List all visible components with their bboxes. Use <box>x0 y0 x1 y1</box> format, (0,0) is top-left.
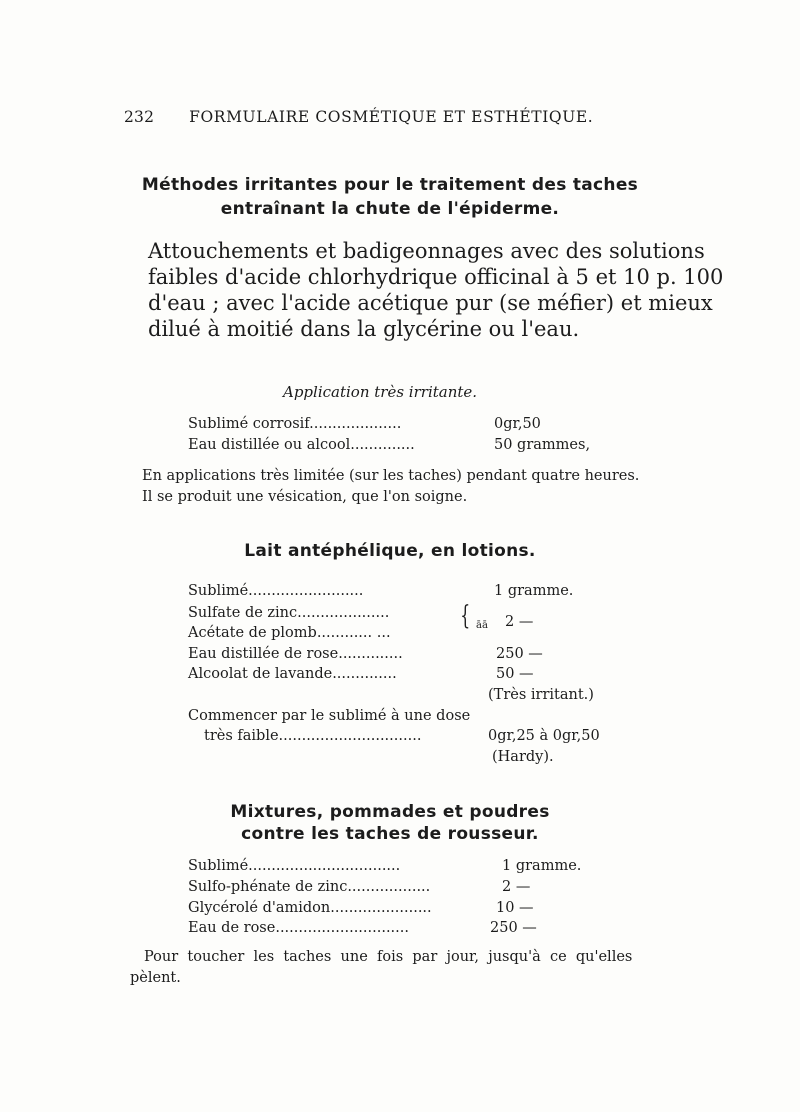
ingredient-amount: 0gr,50 <box>494 416 541 432</box>
closing-line: Pour toucher les taches une fois par jour, jusqu'à ce qu'elles <box>144 949 633 965</box>
ingredient-amount: 2 — <box>502 879 531 895</box>
formula-row <box>188 437 415 453</box>
instruction-amount: 0gr,25 à 0gr,50 <box>488 728 600 744</box>
ingredient-name: Glycérolé d'amidon...................... <box>188 900 432 916</box>
formula-row <box>188 416 401 432</box>
section3-title-line2: contre les taches de rousseur. <box>241 824 539 844</box>
formula-row <box>188 583 363 599</box>
section2-note: (Très irritant.) <box>488 687 594 703</box>
instruction-line: Commencer par le sublimé à une dose <box>188 708 471 724</box>
ingredient-name: Eau de rose............................. <box>188 920 409 936</box>
page-number: 232 <box>124 108 155 126</box>
ingredient-amount: 10 — <box>496 900 534 916</box>
formula-row <box>188 646 403 662</box>
ingredient-amount: 250 — <box>496 646 543 662</box>
ingredient-name: Eau distillée de rose.............. <box>188 646 403 662</box>
formula-row <box>188 858 400 874</box>
ingredient-name: Sublimé......................... <box>188 583 364 599</box>
instruction-line: très faible............................... <box>204 728 422 744</box>
ingredient-name: Sublimé................................. <box>188 858 401 874</box>
section1-note-line: Il se produit une vésication, que l'on soigne. <box>142 489 468 505</box>
brace-icon: { <box>460 601 471 631</box>
formula-row <box>188 666 397 682</box>
section1-subtitle: Application très irritante. <box>283 383 478 401</box>
ingredient-name: Acétate de plomb............ ... <box>188 625 391 641</box>
ingredient-name: Sublimé corrosif.................... <box>188 416 402 432</box>
ingredient-amount: 250 — <box>490 920 537 936</box>
section2-title: Lait antéphélique, en lotions. <box>244 541 536 561</box>
formula-row <box>188 920 409 936</box>
ingredient-amount: 50 grammes, <box>494 437 591 453</box>
ingredient-name: Alcoolat de lavande.............. <box>188 666 397 682</box>
brace-mark: āā <box>476 620 488 631</box>
lead-paragraph-line: Attouchements et badigeonnages avec des solutions <box>148 239 705 263</box>
ingredient-amount: 50 — <box>496 666 534 682</box>
closing-line: pèlent. <box>130 970 181 986</box>
lead-paragraph-line: dilué à moitié dans la glycérine ou l'eau. <box>148 317 580 341</box>
formula-row <box>188 605 389 621</box>
section1-title-line1: Méthodes irritantes pour le traitement des taches <box>141 175 639 195</box>
formula-row <box>188 879 430 895</box>
ingredient-amount: 1 gramme. <box>494 583 574 599</box>
section1-title-line2: entraînant la chute de l'épiderme. <box>220 199 560 219</box>
running-header <box>124 108 593 126</box>
section1-note-line: En applications très limitée (sur les taches) pendant quatre heures. <box>142 468 640 484</box>
ingredient-name: Eau distillée ou alcool.............. <box>188 437 415 453</box>
ingredient-name: Sulfo-phénate de zinc.................. <box>188 879 431 895</box>
lead-paragraph-line: d'eau ; avec l'acide acétique pur (se méfier) et mieux <box>148 291 713 315</box>
running-title: FORMULAIRE COSMÉTIQUE ET ESTHÉTIQUE. <box>189 108 594 126</box>
lead-paragraph-line: faibles d'acide chlorhydrique officinal à 5 et 10 p. 100 <box>148 265 724 289</box>
formula-row <box>188 625 391 641</box>
section3-title-line1: Mixtures, pommades et poudres <box>230 802 550 822</box>
brace-amount: 2 — <box>505 614 534 630</box>
ingredient-amount: 1 gramme. <box>502 858 582 874</box>
ingredient-name: Sulfate de zinc.................... <box>188 605 390 621</box>
attribution: (Hardy). <box>492 749 554 765</box>
formula-row <box>188 900 432 916</box>
